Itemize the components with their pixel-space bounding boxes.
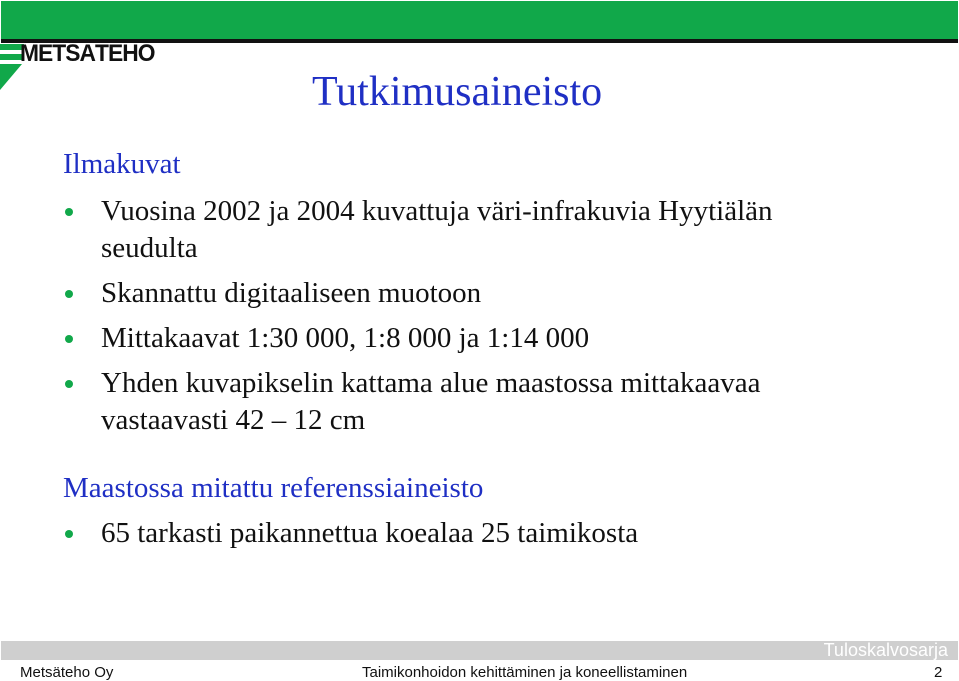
bullet-dot-icon [65, 380, 73, 388]
footer-page-number: 2 [934, 664, 943, 681]
bullet-item [63, 320, 821, 357]
bullet-item [63, 193, 821, 267]
section-heading-aerial-photos: Ilmakuvat [63, 148, 181, 180]
bullet-dot-icon [65, 208, 73, 216]
footer-bar [1, 641, 958, 660]
bullet-item [63, 275, 821, 312]
bullet-item [63, 365, 821, 439]
footer-company: Metsäteho Oy [20, 664, 114, 681]
bullet-text: Vuosina 2002 ja 2004 kuvattuja väri-infrakuvia Hyytiälän seudulta [101, 195, 773, 264]
bullet-text: Skannattu digitaaliseen muotoon [101, 277, 482, 309]
section-heading-field-reference: Maastossa mitattu referenssiaineisto [63, 472, 484, 504]
footer-series-label: Tuloskalvosarja [823, 640, 948, 660]
header-green-bar [1, 1, 958, 39]
bullet-dot-icon [65, 290, 73, 298]
metsateho-logo [0, 40, 160, 96]
slide-title: Tutkimusaineisto [312, 69, 603, 115]
bullet-dot-icon [65, 530, 73, 538]
bullet-text: Yhden kuvapikselin kattama alue maastossa mittakaavaa vastaavasti 42 – 12 cm [101, 367, 761, 436]
bullet-text: 65 tarkasti paikannettua koealaa 25 taimikosta [101, 517, 639, 549]
bullet-text: Mittakaavat 1:30 000, 1:8 000 ja 1:14 000 [101, 322, 590, 354]
footer-topic: Taimikonhoidon kehittäminen ja koneellistaminen [362, 664, 688, 681]
field-reference-bullet-list [63, 515, 821, 560]
bullet-dot-icon [65, 335, 73, 343]
aerial-photos-bullet-list [63, 193, 821, 447]
bullet-item [63, 515, 821, 552]
logo-wordmark: METSÄTEHO [20, 40, 155, 67]
